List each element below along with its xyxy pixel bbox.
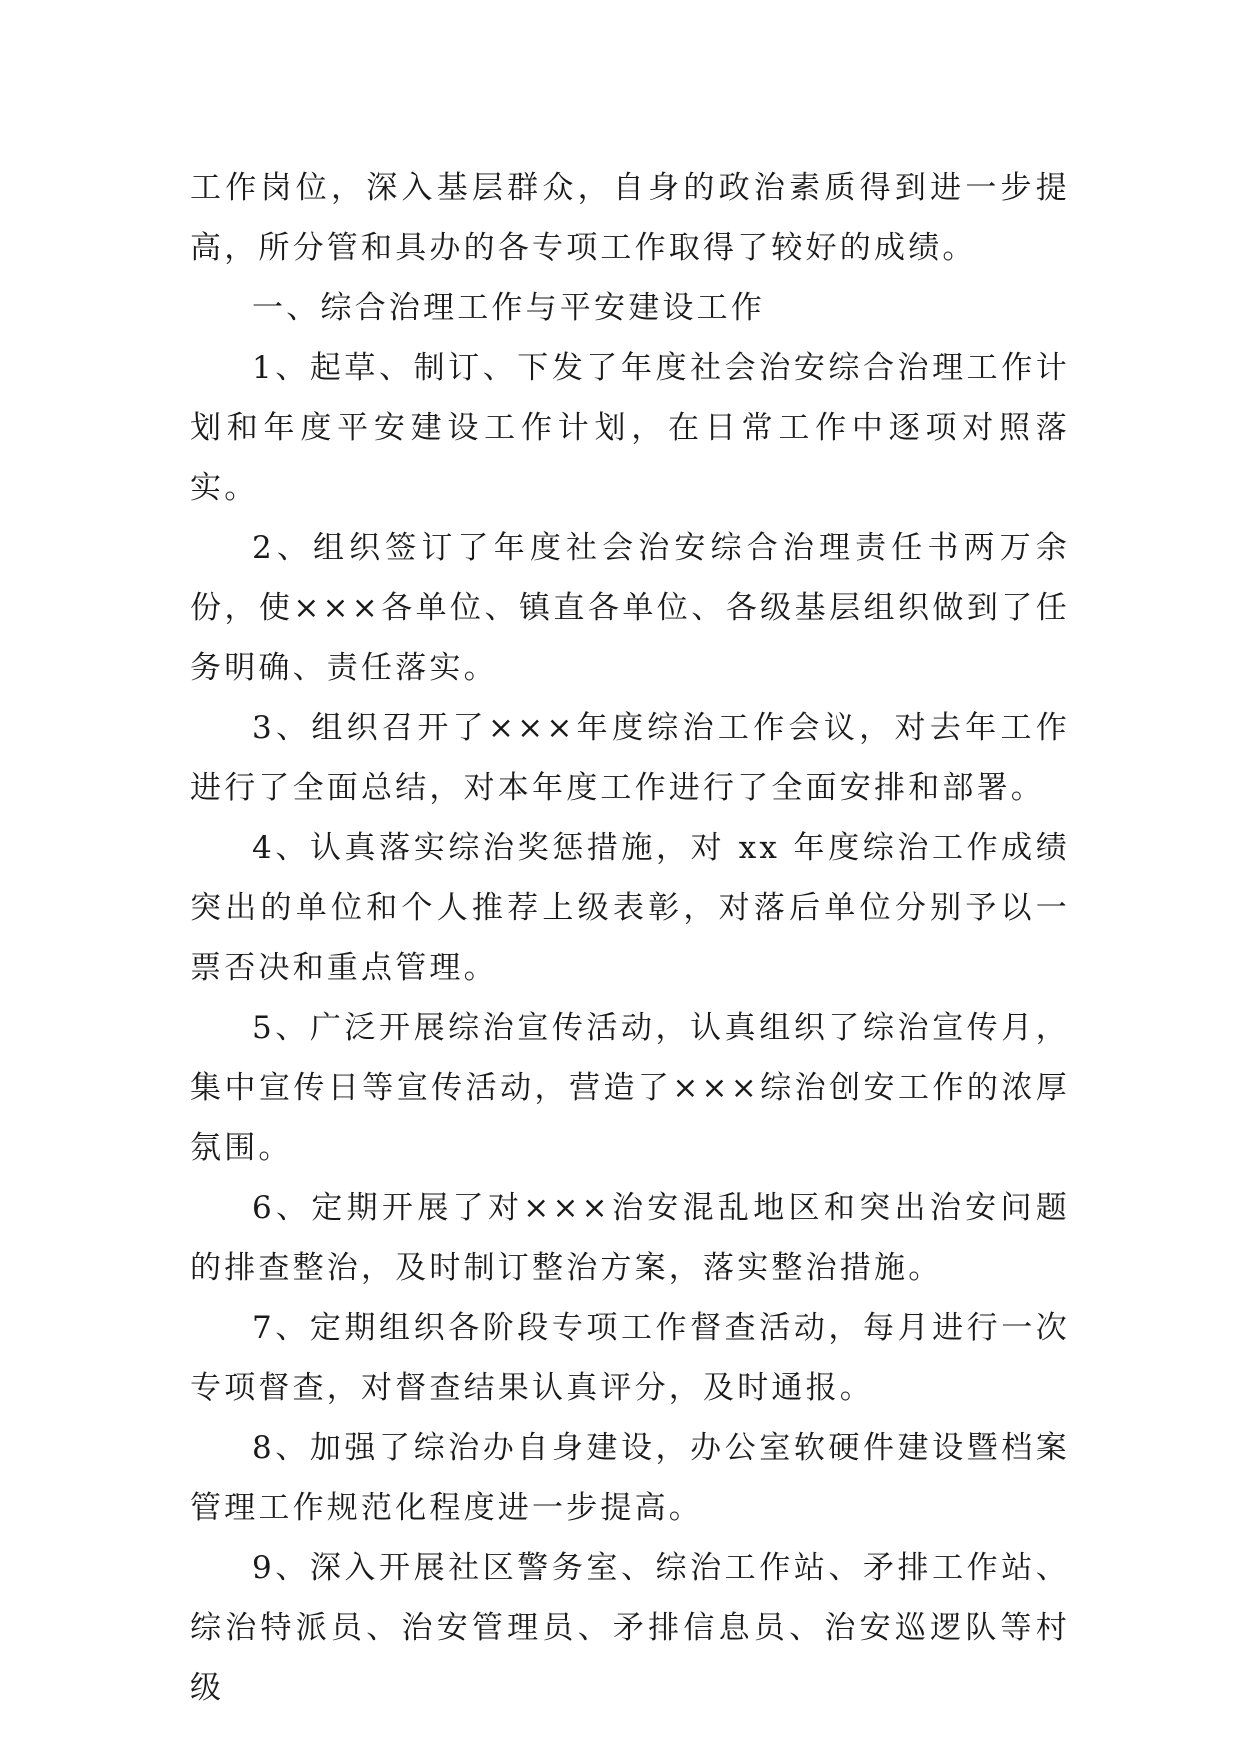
document-body xyxy=(190,158,1070,1718)
paragraph-item-7: 7、定期组织各阶段专项工作督查活动，每月进行一次专项督查，对督查结果认真评分，及时通报。 xyxy=(190,1310,1070,1406)
paragraph-item-4: 4、认真落实综治奖惩措施，对 xx 年度综治工作成绩突出的单位和个人推荐上级表彰，对落后单位分别予以一票否决和重点管理。 xyxy=(190,830,1070,986)
paragraph-item-3: 3、组织召开了×××年度综治工作会议，对去年工作进行了全面总结，对本年度工作进行了全面安排和部署。 xyxy=(190,710,1070,806)
paragraph-item-9: 9、深入开展社区警务室、综治工作站、矛排工作站、综治特派员、治安管理员、矛排信息员、治安巡逻队等村级 xyxy=(190,1550,1070,1706)
paragraph-item-6: 6、定期开展了对×××治安混乱地区和突出治安问题的排查整治，及时制订整治方案，落实整治措施。 xyxy=(190,1190,1070,1286)
paragraph-item-2: 2、组织签订了年度社会治安综合治理责任书两万余份，使×××各单位、镇直各单位、各级基层组织做到了任务明确、责任落实。 xyxy=(190,530,1070,686)
paragraph-item-1: 1、起草、制订、下发了年度社会治安综合治理工作计划和年度平安建设工作计划，在日常工作中逐项对照落实。 xyxy=(190,350,1070,506)
paragraph-item-8: 8、加强了综治办自身建设，办公室软硬件建设暨档案管理工作规范化程度进一步提高。 xyxy=(190,1430,1070,1526)
section-heading: 一、综合治理工作与平安建设工作 xyxy=(252,290,765,326)
paragraph-item-5: 5、广泛开展综治宣传活动，认真组织了综治宣传月，集中宣传日等宣传活动，营造了×××综治创安工作的浓厚氛围。 xyxy=(190,1010,1070,1166)
paragraph-intro: 工作岗位，深入基层群众，自身的政治素质得到进一步提高，所分管和具办的各专项工作取得了较好的成绩。 xyxy=(190,170,1070,266)
